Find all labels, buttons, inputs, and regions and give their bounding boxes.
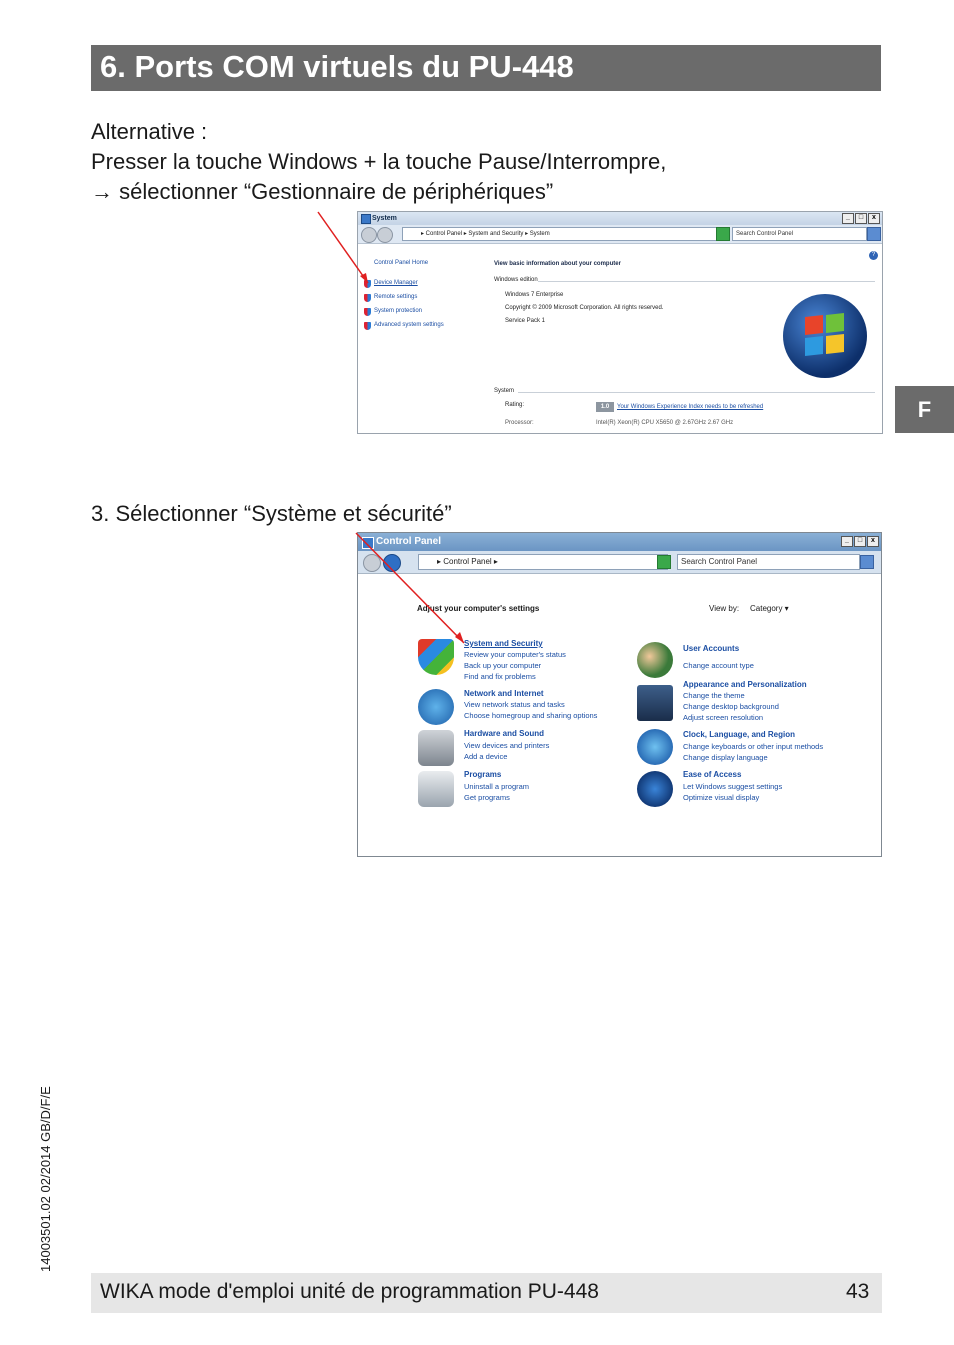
category-link[interactable]: Find and fix problems	[464, 672, 536, 681]
category-link[interactable]: Change account type	[683, 661, 754, 670]
category-link[interactable]: Change desktop background	[683, 702, 779, 711]
category-link[interactable]: View devices and printers	[464, 741, 550, 750]
category-link[interactable]: Change the theme	[683, 691, 745, 700]
sidebar-link-system-protection[interactable]: System protection	[374, 308, 423, 314]
rating-badge: 1.0	[596, 402, 614, 412]
category-hardware-and-sound[interactable]: Hardware and Sound	[464, 729, 545, 738]
help-icon[interactable]: ?	[869, 251, 878, 260]
sidebar-link-remote-settings[interactable]: Remote settings	[374, 294, 418, 300]
category-link[interactable]: Uninstall a program	[464, 782, 530, 791]
view-by-label: View by:	[709, 604, 740, 613]
step3-instruction: 3. Sélectionner “Système et sécurité”	[91, 501, 452, 526]
sidebar-link-advanced-system-settings[interactable]: Advanced system settings	[374, 322, 444, 328]
category-network-and-internet[interactable]: Network and Internet	[464, 689, 544, 698]
document-code: 14003501.02 02/2014 GB/D/F/E	[38, 1086, 53, 1272]
category-link[interactable]: View network status and tasks	[464, 700, 565, 709]
category-link[interactable]: Get programs	[464, 793, 510, 802]
category-link[interactable]: Review your computer's status	[464, 650, 566, 659]
category-user-accounts[interactable]: User Accounts	[683, 644, 740, 653]
view-by-dropdown[interactable]: Category ▾	[750, 604, 789, 613]
page-number: 43	[846, 1280, 870, 1303]
rating-label: Rating:	[505, 402, 525, 408]
processor-value: Intel(R) Xeon(R) CPU X5650 @ 2.67GHz 2.67 GHz	[596, 420, 734, 426]
maximize-button[interactable]: □	[854, 536, 866, 547]
category-link[interactable]: Add a device	[464, 752, 508, 761]
sidebar-link-device-manager[interactable]: Device Manager	[374, 280, 418, 286]
close-button[interactable]: x	[867, 536, 879, 547]
windows-edition-label: Windows edition	[494, 277, 538, 283]
maximize-button[interactable]: □	[855, 213, 867, 224]
intro-line-1: Alternative :	[91, 119, 208, 144]
language-tab: F	[895, 386, 954, 433]
category-link[interactable]: Change keyboards or other input methods	[683, 742, 824, 751]
control-panel-search-input[interactable]: Search Control Panel	[677, 554, 860, 570]
category-ease-of-access[interactable]: Ease of Access	[683, 770, 742, 779]
edition-line: Copyright © 2009 Microsoft Corporation. All rights reserved.	[505, 305, 664, 311]
minimize-button[interactable]: _	[842, 213, 854, 224]
pointer-arrow-device-manager	[318, 212, 368, 283]
edition-line: Windows 7 Enterprise	[505, 292, 564, 298]
category-system-and-security[interactable]: System and Security	[464, 639, 543, 648]
category-appearance-and-personalization[interactable]: Appearance and Personalization	[683, 680, 807, 689]
category-link[interactable]: Change display language	[683, 753, 768, 762]
category-link[interactable]: Let Windows suggest settings	[683, 782, 783, 791]
category-clock-language-region[interactable]: Clock, Language, and Region	[683, 730, 796, 739]
minimize-button[interactable]: _	[841, 536, 853, 547]
system-main-heading: View basic information about your computer	[494, 261, 621, 267]
control-panel-title: Control Panel	[376, 536, 442, 547]
control-panel-address-bar[interactable]: ▸ Control Panel ▸	[418, 554, 668, 570]
system-search-input[interactable]: Search Control Panel	[732, 227, 867, 241]
intro-line-3: → sélectionner “Gestionnaire de périphériques”	[91, 179, 554, 204]
sidebar-control-panel-home[interactable]: Control Panel Home	[374, 260, 429, 266]
category-link[interactable]: Optimize visual display	[683, 793, 760, 802]
intro-line-2: Presser la touche Windows + la touche Pause/Interrompre,	[91, 149, 667, 174]
category-programs[interactable]: Programs	[464, 770, 502, 779]
experience-index-link[interactable]: Your Windows Experience Index needs to be refreshed	[617, 404, 764, 410]
category-link[interactable]: Choose homegroup and sharing options	[464, 711, 598, 720]
system-section-label: System	[494, 388, 515, 394]
edition-line: Service Pack 1	[505, 318, 546, 324]
section-title: 6. Ports COM virtuels du PU-448	[100, 49, 574, 84]
system-window-title: System	[372, 215, 397, 222]
processor-label: Processor:	[505, 420, 534, 426]
footer-title: WIKA mode d'emploi unité de programmation PU-448	[100, 1280, 599, 1303]
control-panel-heading: Adjust your computer's settings	[417, 604, 540, 613]
category-link[interactable]: Adjust screen resolution	[683, 713, 764, 722]
close-button[interactable]: x	[868, 213, 880, 224]
pointer-arrow-system-security	[356, 533, 464, 643]
system-address-bar[interactable]: ▸ Control Panel ▸ System and Security ▸ System	[402, 227, 722, 241]
category-link[interactable]: Back up your computer	[464, 661, 542, 670]
